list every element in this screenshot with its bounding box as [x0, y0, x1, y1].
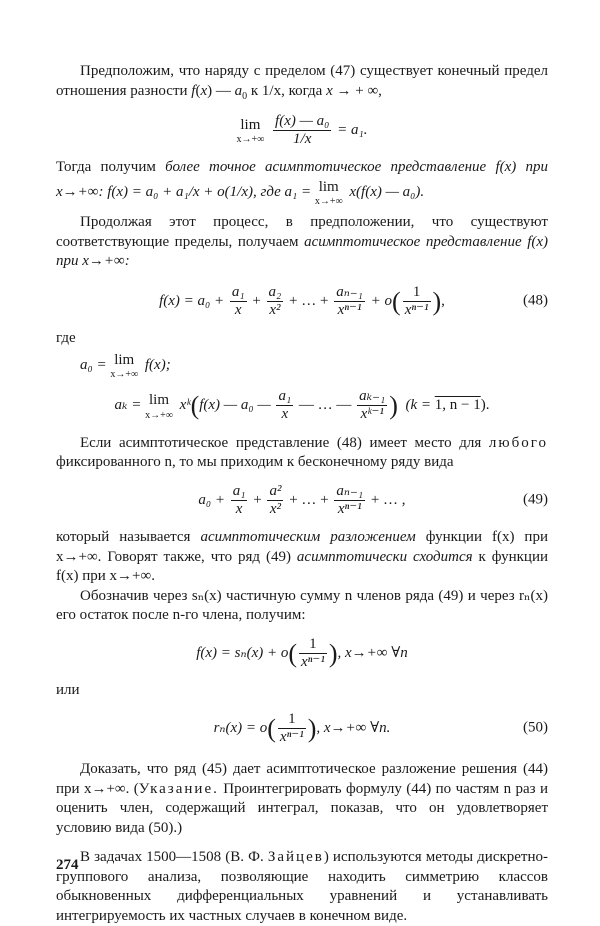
formula-lim-a1	[56, 113, 548, 149]
condition-range: 1, n − 1	[434, 397, 481, 414]
text: ,	[441, 292, 445, 309]
formula-49	[56, 483, 548, 519]
limit	[315, 178, 343, 208]
italic-term: более точное асимптотическое представление	[165, 159, 487, 175]
text: f(x) = a₀ + a₁/x + o(1/x), где a₁ =	[107, 183, 312, 200]
denominator: 1/x	[293, 130, 312, 147]
lim-text: lim	[114, 351, 135, 368]
lim-text: lim	[240, 116, 261, 133]
condition: (k =	[405, 397, 431, 414]
paragraph-2	[56, 158, 548, 207]
op: +	[252, 292, 261, 309]
rhs: = a₁.	[337, 121, 368, 138]
text: Продолжая этот процесс, в предположении, что существуют соответствующие пределы, получаем	[56, 214, 548, 250]
or-label: или	[56, 682, 80, 698]
italic-term: асимптотическое представление	[304, 233, 522, 250]
text: Предположим, что наряду с пределом (47) существует конечный предел отношения разности	[56, 63, 548, 99]
paragraph-7	[56, 760, 548, 838]
numerator: a₁	[230, 284, 247, 302]
lhs: f(x) = sₙ(x) + o	[196, 644, 289, 661]
text: Если асимптотическое представление (48) имеет место для	[80, 434, 482, 451]
lim-text: lim	[318, 178, 339, 195]
fraction	[267, 284, 284, 320]
numerator: aₙ₋₁	[334, 483, 365, 501]
fraction	[276, 388, 293, 424]
fraction	[334, 483, 365, 519]
fraction	[403, 284, 431, 320]
limit	[110, 351, 138, 381]
numerator: 1	[299, 636, 327, 654]
numerator: aₖ₋₁	[357, 388, 387, 406]
formula-50: rₙ(x) = o( $\frac{1}{\text{xⁿ⁻¹}}$ ), x→+∞ ∀n. (50)	[213, 710, 548, 745]
numerator: aₙ₋₁	[334, 284, 365, 302]
lim-under: x→+∞	[145, 409, 173, 421]
page-body	[56, 62, 548, 926]
fraction	[230, 284, 247, 320]
denominator: x²	[269, 301, 281, 318]
fraction	[267, 483, 283, 519]
numerator: f(x) — a₀	[273, 113, 331, 131]
lhs: rₙ(x) = o	[213, 719, 268, 736]
numerator: 1	[403, 284, 431, 302]
denominator: x	[281, 406, 289, 423]
spaced-term: Зайцев	[267, 849, 324, 865]
text: f(x) при x→+∞:	[56, 233, 549, 269]
text: Обозначив через sₙ(x) частичную сумму n членов ряда (49) и через rₙ(x) его остаток после n-го члена, получим:	[56, 587, 548, 623]
paragraph-8	[56, 848, 548, 926]
op: + o	[370, 292, 393, 309]
equation-number: (49)	[523, 491, 548, 508]
text: xᵏ	[179, 397, 191, 414]
numerator: a₁	[231, 483, 248, 501]
denominator: xⁿ⁻¹	[404, 301, 429, 318]
paragraph-1: Предположим, что наряду с пределом (47) существует конечный предел отношения разности f(x) — $a_0$ к 1/x, когда x → + ∞,	[56, 63, 548, 102]
spaced-term: Указание.	[138, 780, 219, 797]
text: к функции f(x) при x→+∞.	[56, 548, 548, 584]
rhs: f(x);	[144, 356, 171, 373]
spaced-term: любого	[488, 434, 549, 451]
lim-under: x→+∞	[314, 196, 343, 207]
italic-term: асимптотическим разложением	[200, 529, 416, 545]
denominator: x	[234, 301, 242, 318]
limit	[237, 116, 265, 146]
text: f(x) при x→+∞:	[56, 159, 549, 200]
fraction	[278, 711, 306, 747]
numerator: a²	[267, 483, 283, 501]
text: , x→+∞ ∀n	[337, 644, 408, 661]
lhs: aₖ =	[114, 397, 142, 414]
page-number: 274	[56, 857, 79, 873]
lhs: a₀ =	[80, 356, 107, 373]
denominator: xⁿ⁻¹	[301, 653, 325, 670]
italic-term: асимптотически сходится	[296, 548, 473, 565]
lim-under: x→+∞	[110, 369, 139, 380]
text: Проинтегрировать формулу (44) по частям n раз и оценить член, содержащий интеграл, показав, что он удовлетворяет условию вида (50).)	[56, 780, 549, 836]
formula-a0	[80, 351, 548, 381]
lim-text: lim	[149, 392, 170, 408]
numerator: 1	[278, 711, 306, 729]
text: Доказать, что ряд (45) дает асимптотическое разложение решения (44) при x→+∞. (	[56, 761, 548, 797]
op: + … +	[289, 292, 329, 309]
text: фиксированного n, то мы приходим к бесконечному ряду вида	[56, 454, 454, 470]
equation-number: (50)	[523, 719, 548, 736]
fraction	[334, 284, 365, 320]
fraction	[357, 388, 387, 424]
denominator: x²	[269, 500, 282, 517]
text: В задачах 1500—1508 (В. Ф.	[80, 849, 264, 865]
lhs: f(x) = a₀ +	[159, 292, 225, 309]
text: f(x) — a₀ —	[199, 397, 271, 414]
text: функции f(x) при x→+∞. Говорят также, что ряд (49)	[56, 529, 548, 565]
numerator: a₁	[276, 388, 293, 406]
op: + … +	[289, 491, 329, 508]
denominator: xᵏ⁻¹	[360, 406, 384, 423]
op: +	[253, 491, 262, 508]
formula-ak: aₖ = lim x→+∞ xᵏ(f(x) — a₀ — $\frac{\text{a₁}}{x}$ — … — $\frac{\text{aₖ₋₁}}{\text{xᵏ⁻¹}}$ ) (k = 1, n − 1).	[114, 388, 490, 423]
equation-number: (48)	[523, 292, 548, 309]
denominator: xⁿ⁻¹	[337, 500, 362, 517]
paragraph-4	[56, 434, 548, 473]
text: + … ,	[370, 491, 406, 508]
formula-48: f(x) = a₀ + $\frac{\text{a₁}}{x}$ + $\frac{\text{a₂}}{\text{x²}}$ + … + $\frac{\text{aₙ₋₁}}{\text{xⁿ⁻¹}}$ + o( $\frac{1}{\text{xⁿ⁻¹}}$ ), (48)	[159, 283, 548, 318]
text: к 1/x, когда	[250, 82, 323, 99]
where-label: где	[56, 330, 76, 346]
denominator: x	[235, 500, 243, 517]
lim-under: x→+∞	[236, 134, 265, 145]
text: ) используются методы дискретно-группового анализа, позволяющие находить симметрию классов обыкновенных дифференциальных уравнений и устанавливать интегрируемость их частных случаев в конечном виде.	[56, 849, 549, 924]
lhs: a₀ +	[198, 491, 226, 508]
text: Тогда получим	[56, 159, 156, 175]
formula-50a: f(x) = sₙ(x) + o( $\frac{1}{\text{xⁿ⁻¹}}$ ), x→+∞ ∀n	[196, 635, 408, 670]
paragraph-3	[56, 213, 548, 272]
paragraph-6	[56, 587, 548, 626]
text: x(f(x) — a₀).	[349, 183, 425, 200]
numerator: a₂	[267, 284, 284, 302]
text: , x→+∞ ∀n.	[316, 719, 391, 736]
paragraph-5	[56, 528, 548, 587]
op: — … —	[298, 397, 352, 414]
fraction	[299, 636, 327, 672]
denominator: xⁿ⁻¹	[279, 728, 304, 745]
fraction	[231, 483, 248, 519]
condition: ).	[480, 397, 490, 414]
denominator: xⁿ⁻¹	[337, 301, 362, 318]
fraction	[273, 113, 331, 149]
limit	[145, 391, 173, 421]
text: который называется	[56, 529, 191, 545]
